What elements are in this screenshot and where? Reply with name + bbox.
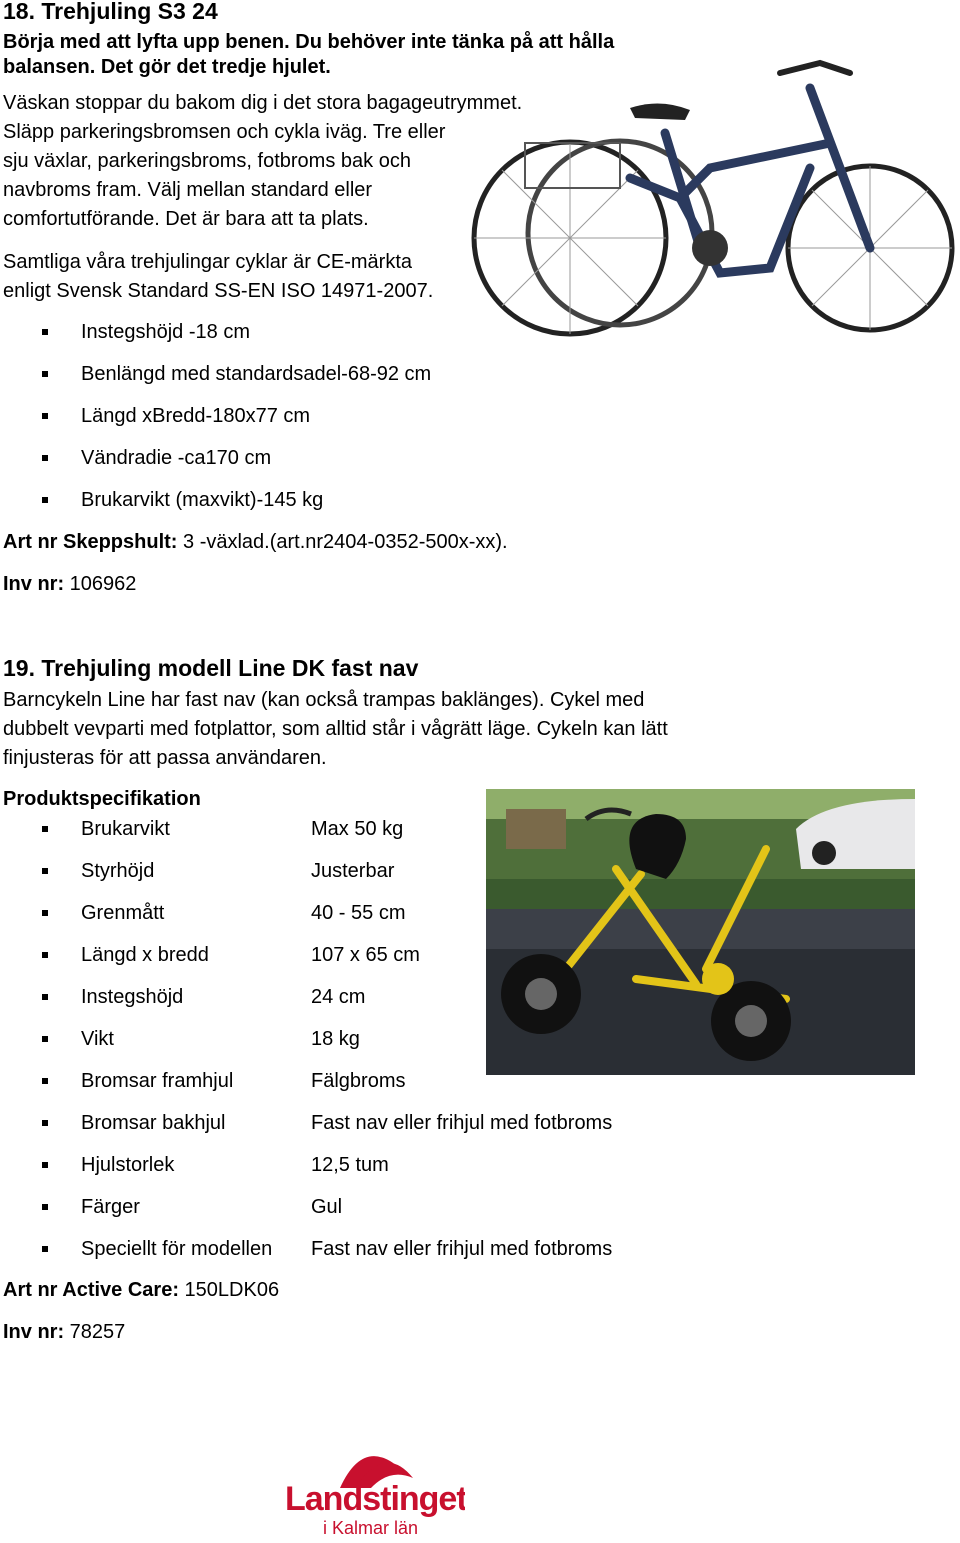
section-18-art bbox=[3, 528, 508, 557]
section-18-desc-4: navbroms fram. Välj mellan standard eller bbox=[3, 179, 373, 201]
bullet-icon bbox=[42, 497, 48, 503]
spec-value: 40 - 55 cm bbox=[311, 902, 406, 924]
section-19-desc-2: dubbelt vevparti med fotplattor, som alltid står i vågrätt läge. Cykeln kan lätt bbox=[3, 718, 668, 740]
spec-label: Instegshöjd bbox=[81, 986, 184, 1008]
tricycle-line-dk-photo bbox=[486, 789, 915, 1075]
spec-value: Fast nav eller frihjul med fotbroms bbox=[311, 1112, 613, 1134]
section-18-inv bbox=[3, 570, 136, 599]
section-19-name: Trehjuling modell Line DK fast nav bbox=[34, 655, 419, 681]
logo-text: Landstinget bbox=[285, 1480, 465, 1518]
inv-value: 78257 bbox=[64, 1321, 126, 1343]
art-label: Art nr Skeppshult: bbox=[3, 531, 178, 553]
section-18-desc-2: Släpp parkeringsbromsen och cykla iväg. Tre eller bbox=[3, 121, 446, 143]
bullet-icon bbox=[42, 371, 48, 377]
section-18-ce-2: enligt Svensk Standard SS-EN ISO 14971-2007. bbox=[3, 280, 434, 302]
spec-value: Fälgbroms bbox=[311, 1070, 406, 1092]
bullet-icon bbox=[42, 455, 48, 461]
bullet-icon bbox=[42, 1036, 48, 1042]
spec-bullet: Instegshöjd -18 cm bbox=[81, 321, 250, 343]
inv-label: Inv nr: bbox=[3, 573, 65, 595]
section-18-desc-5: comfortutförande. Det är bara att ta plats. bbox=[3, 208, 369, 230]
spec-value: 12,5 tum bbox=[311, 1154, 389, 1176]
section-18-lead-2: balansen. Det gör det tredje hjulet. bbox=[3, 56, 331, 78]
section-19-art bbox=[3, 1276, 279, 1305]
bullet-icon bbox=[42, 994, 48, 1000]
section-18-ce-1: Samtliga våra trehjulingar cyklar är CE-märkta bbox=[3, 251, 413, 273]
art-value: 3 -växlad.(art.nr2404-0352-500x-xx). bbox=[177, 531, 508, 553]
spec-bullet: Benlängd med standardsadel-68-92 cm bbox=[81, 363, 432, 385]
section-19-number: 19. bbox=[3, 655, 35, 681]
spec-bullet: Vändradie -ca170 cm bbox=[81, 447, 272, 469]
section-18-desc-3: sju växlar, parkeringsbroms, fotbroms bak och bbox=[3, 150, 411, 172]
section-19-inv bbox=[3, 1318, 125, 1347]
spec-label: Brukarvikt bbox=[81, 818, 170, 840]
spec-value: 24 cm bbox=[311, 986, 366, 1008]
section-19-title bbox=[3, 655, 418, 682]
spec-label: Bromsar framhjul bbox=[81, 1070, 234, 1092]
tricycle-s3-image bbox=[470, 48, 958, 338]
bullet-icon bbox=[42, 413, 48, 419]
bullet-icon bbox=[42, 1246, 48, 1252]
spec-bullet: Brukarvikt (maxvikt)-145 kg bbox=[81, 489, 324, 511]
bullet-icon bbox=[42, 329, 48, 335]
spec-value: Max 50 kg bbox=[311, 818, 404, 840]
spec-value: Gul bbox=[311, 1196, 343, 1218]
inv-value: 106962 bbox=[64, 573, 137, 595]
spec-label: Styrhöjd bbox=[81, 860, 155, 882]
spec-value: Fast nav eller frihjul med fotbroms bbox=[311, 1238, 613, 1260]
section-19-desc-1: Barncykeln Line har fast nav (kan också trampas baklänges). Cykel med bbox=[3, 689, 645, 711]
landstinget-logo bbox=[285, 1438, 465, 1538]
art-label: Art nr Active Care: bbox=[3, 1279, 179, 1301]
spec-label: Färger bbox=[81, 1196, 140, 1218]
spec-bullet: Längd xBredd-180x77 cm bbox=[81, 405, 311, 427]
spec-heading: Produktspecifikation bbox=[3, 788, 201, 810]
section-18-lead-1: Börja med att lyfta upp benen. Du behöver inte tänka på att hålla bbox=[3, 31, 615, 53]
inv-label: Inv nr: bbox=[3, 1321, 65, 1343]
spec-label: Längd x bredd bbox=[81, 944, 209, 966]
bullet-icon bbox=[42, 952, 48, 958]
bullet-icon bbox=[42, 1078, 48, 1084]
spec-label: Bromsar bakhjul bbox=[81, 1112, 226, 1134]
bullet-icon bbox=[42, 826, 48, 832]
section-18-title: 18. Trehjuling S3 24 bbox=[3, 0, 218, 24]
spec-label: Hjulstorlek bbox=[81, 1154, 175, 1176]
bullet-icon bbox=[42, 1162, 48, 1168]
spec-value: Justerbar bbox=[311, 860, 395, 882]
spec-label: Speciellt för modellen bbox=[81, 1238, 273, 1260]
section-19-desc-3: finjusteras för att passa användaren. bbox=[3, 747, 327, 769]
bullet-icon bbox=[42, 868, 48, 874]
section-18-desc-1: Väskan stoppar du bakom dig i det stora bagageutrymmet. bbox=[3, 92, 523, 114]
bullet-icon bbox=[42, 1120, 48, 1126]
spec-label: Vikt bbox=[81, 1028, 114, 1050]
bullet-icon bbox=[42, 1204, 48, 1210]
logo-subtext: i Kalmar län bbox=[323, 1518, 419, 1538]
bullet-icon bbox=[42, 910, 48, 916]
spec-label: Grenmått bbox=[81, 902, 165, 924]
art-value: 150LDK06 bbox=[178, 1279, 280, 1301]
spec-value: 18 kg bbox=[311, 1028, 360, 1050]
spec-value: 107 x 65 cm bbox=[311, 944, 420, 966]
